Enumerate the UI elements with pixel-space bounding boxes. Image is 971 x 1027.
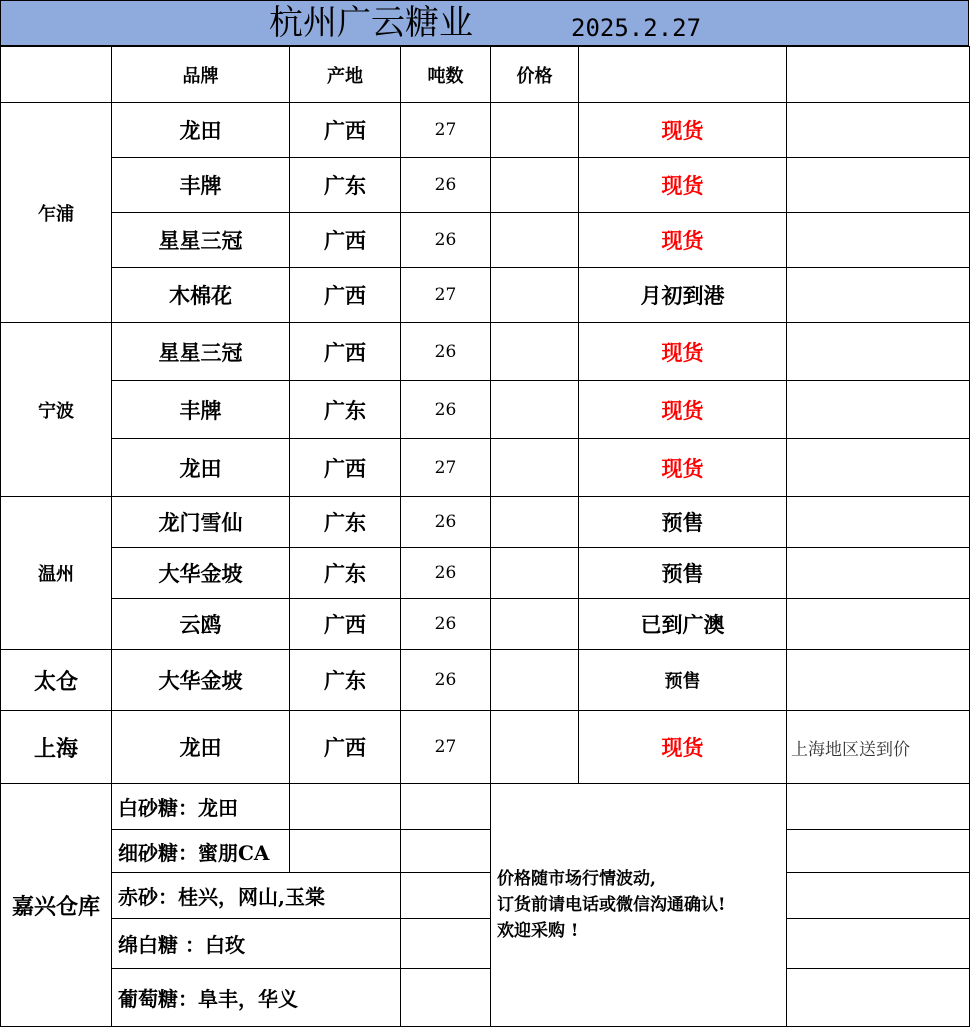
status-cell: 预售: [579, 650, 787, 711]
sheet-date: 2025.2.27: [571, 14, 702, 42]
jiaxing-row: [1, 919, 970, 969]
origin-cell: 广东: [290, 381, 401, 439]
price-cell: [491, 268, 579, 323]
note-cell: [787, 381, 970, 439]
header-origin: 产地: [290, 47, 401, 103]
price-cell: [491, 213, 579, 268]
table-row: [1, 381, 970, 439]
tons-cell: 26: [401, 548, 491, 599]
brand-cell: 大华金坡: [112, 650, 290, 711]
tons-cell: 26: [401, 323, 491, 381]
note-cell: [787, 599, 970, 650]
origin-cell: 广西: [290, 268, 401, 323]
origin-cell: 广西: [290, 103, 401, 158]
status-cell: 现货: [579, 103, 787, 158]
jiaxing-item: 细砂糖：蜜朋CA: [112, 830, 290, 873]
origin-cell: 广东: [290, 650, 401, 711]
note-cell: [787, 919, 970, 969]
tons-cell: 27: [401, 711, 491, 784]
table-row: [1, 213, 970, 268]
header-blank-cell: [1, 47, 112, 103]
table-row: [1, 548, 970, 599]
region-cell-jiaxing: 嘉兴仓库: [1, 784, 112, 1027]
jiaxing-item: 绵白糖 ：白玫: [112, 919, 401, 969]
price-cell: [491, 599, 579, 650]
origin-cell: 广西: [290, 439, 401, 497]
note-cell: [787, 103, 970, 158]
jiaxing-row: [1, 969, 970, 1027]
note-cell: [787, 548, 970, 599]
jiaxing-blank-cell: [401, 969, 491, 1027]
status-cell: 现货: [579, 158, 787, 213]
header-tons: 吨数: [401, 47, 491, 103]
jiaxing-row: [1, 784, 970, 830]
notice-line: 欢迎采购 !: [497, 921, 579, 941]
tons-cell: 26: [401, 381, 491, 439]
price-cell: [491, 103, 579, 158]
status-cell: 现货: [579, 323, 787, 381]
header-row: [1, 47, 970, 103]
tons-cell: 27: [401, 268, 491, 323]
region-cell: 宁波: [1, 323, 112, 497]
company-title: 杭州广云糖业: [269, 3, 473, 43]
origin-cell: 广西: [290, 213, 401, 268]
brand-cell: 大华金坡: [112, 548, 290, 599]
notice-line: 价格随市场行情波动,: [497, 869, 656, 889]
price-table: [0, 46, 970, 1027]
table-row: [1, 439, 970, 497]
status-cell: 现货: [579, 381, 787, 439]
tons-cell: 26: [401, 497, 491, 548]
title-bar: [0, 0, 969, 46]
tons-cell: 26: [401, 213, 491, 268]
status-cell: 月初到港: [579, 268, 787, 323]
status-cell: 已到广澳: [579, 599, 787, 650]
note-cell: [787, 969, 970, 1027]
brand-cell: 龙门雪仙: [112, 497, 290, 548]
price-cell: [491, 650, 579, 711]
notice-line: 订货前请电话或微信沟通确认!: [497, 895, 726, 915]
note-cell: [787, 323, 970, 381]
brand-cell: 星星三冠: [112, 323, 290, 381]
region-cell: 温州: [1, 497, 112, 650]
brand-cell: 星星三冠: [112, 213, 290, 268]
status-cell: 现货: [579, 439, 787, 497]
price-cell: [491, 158, 579, 213]
table-row: [1, 103, 970, 158]
note-cell: [787, 784, 970, 830]
note-cell: [787, 158, 970, 213]
note-cell: [787, 650, 970, 711]
tons-cell: 27: [401, 439, 491, 497]
brand-cell: 丰牌: [112, 158, 290, 213]
note-cell: [787, 213, 970, 268]
brand-cell: 云鸥: [112, 599, 290, 650]
jiaxing-item: 赤砂：桂兴，网山,玉棠: [112, 873, 401, 919]
price-notice: [491, 784, 787, 1027]
origin-cell: 广西: [290, 323, 401, 381]
tons-cell: 26: [401, 650, 491, 711]
price-cell: [491, 439, 579, 497]
jiaxing-row: [1, 873, 970, 919]
jiaxing-blank-cell: [290, 830, 401, 873]
header-note-blank: [787, 47, 970, 103]
tons-cell: 26: [401, 158, 491, 213]
region-cell: 乍浦: [1, 103, 112, 323]
brand-cell: 丰牌: [112, 381, 290, 439]
status-cell: 预售: [579, 548, 787, 599]
tons-cell: 26: [401, 599, 491, 650]
price-cell: [491, 497, 579, 548]
price-cell: [491, 548, 579, 599]
status-cell: 现货: [579, 711, 787, 784]
table-row: [1, 650, 970, 711]
origin-cell: 广西: [290, 711, 401, 784]
region-cell: 上海: [1, 711, 112, 784]
origin-cell: 广东: [290, 548, 401, 599]
brand-cell: 龙田: [112, 103, 290, 158]
jiaxing-item: 葡萄糖：阜丰，华义: [112, 969, 401, 1027]
tons-cell: 27: [401, 103, 491, 158]
table-row: [1, 323, 970, 381]
table-row: [1, 268, 970, 323]
table-row: [1, 599, 970, 650]
table-row: [1, 497, 970, 548]
table-row: [1, 158, 970, 213]
note-cell: [787, 439, 970, 497]
price-cell: [491, 711, 579, 784]
jiaxing-blank-cell: [401, 830, 491, 873]
header-brand: 品牌: [112, 47, 290, 103]
jiaxing-blank-cell: [401, 784, 491, 830]
origin-cell: 广西: [290, 599, 401, 650]
note-cell: [787, 497, 970, 548]
jiaxing-row: [1, 830, 970, 873]
jiaxing-item: 白砂糖：龙田: [112, 784, 290, 830]
header-status-blank: [579, 47, 787, 103]
status-cell: 预售: [579, 497, 787, 548]
origin-cell: 广东: [290, 497, 401, 548]
region-cell: 太仓: [1, 650, 112, 711]
note-cell: 上海地区送到价: [787, 711, 970, 784]
note-cell: [787, 830, 970, 873]
jiaxing-blank-cell: [401, 873, 491, 919]
status-cell: 现货: [579, 213, 787, 268]
origin-cell: 广东: [290, 158, 401, 213]
note-cell: [787, 268, 970, 323]
note-cell: [787, 873, 970, 919]
jiaxing-blank-cell: [290, 784, 401, 830]
brand-cell: 木棉花: [112, 268, 290, 323]
brand-cell: 龙田: [112, 439, 290, 497]
header-price: 价格: [491, 47, 579, 103]
price-cell: [491, 323, 579, 381]
jiaxing-blank-cell: [401, 919, 491, 969]
price-cell: [491, 381, 579, 439]
table-row: [1, 711, 970, 784]
brand-cell: 龙田: [112, 711, 290, 784]
